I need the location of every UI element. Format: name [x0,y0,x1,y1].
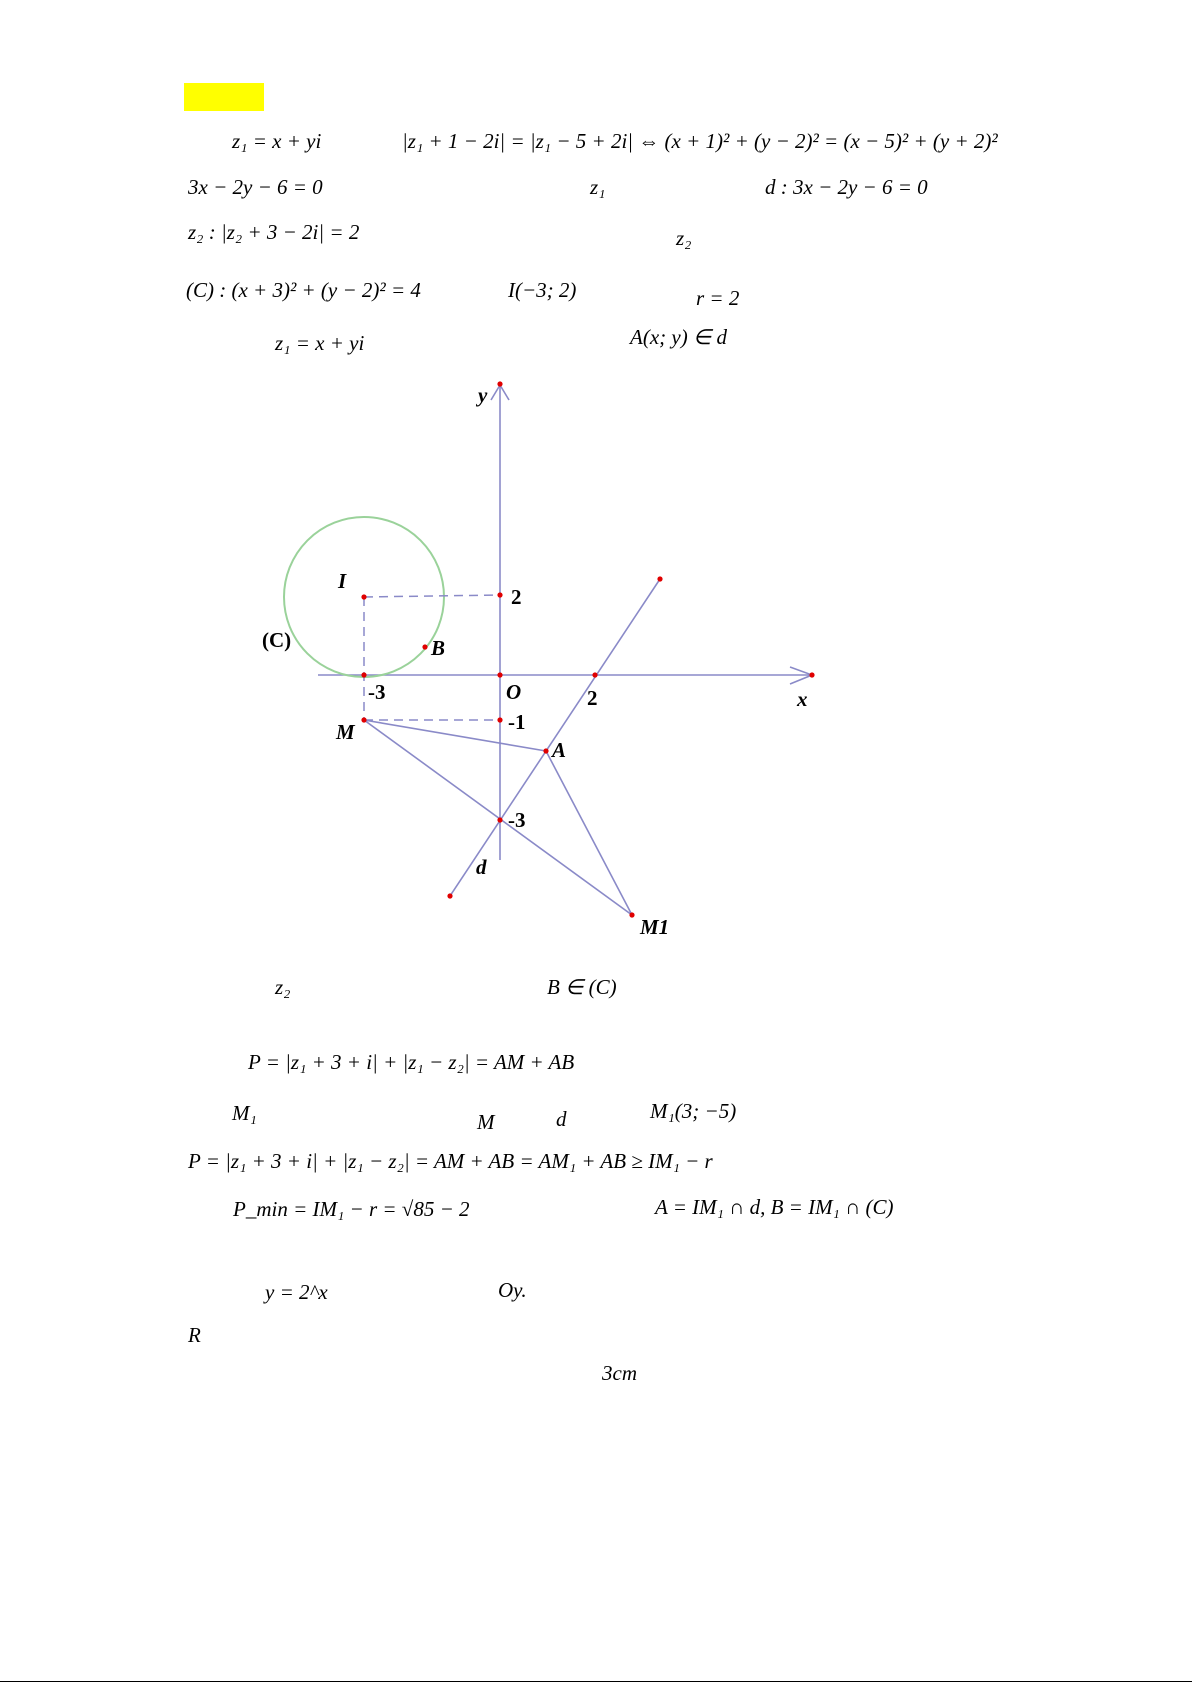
line8-M1: M₁ [232,1101,257,1125]
line1-modulus-equation: |z₁ + 1 − 2i| = |z₁ − 5 + 2i| ⇔ (x + 1)² + (y − 2)² = (x − 5)² + (y + 2)² [402,129,998,153]
line10-Pmin: P_min = IM₁ − r = √85 − 2 [233,1197,470,1221]
label-O: O [506,680,522,704]
point-O [497,672,502,677]
line11-function: y = 2^x [265,1280,328,1304]
point-d-bottom [447,893,452,898]
point-y-top [497,381,502,386]
line3-z2: z₂ [676,226,692,250]
line10-intersections: A = IM₁ ∩ d, B = IM₁ ∩ (C) [655,1195,894,1219]
line2-equation: 3x − 2y − 6 = 0 [188,175,323,199]
point-M [361,717,366,722]
line2-d-equation: d : 3x − 2y − 6 = 0 [765,175,928,199]
line6-point-B: B ∈ (C) [547,975,617,999]
label-A: A [552,738,567,762]
point-B [422,644,427,649]
point-x2 [592,672,597,677]
point-y2 [497,592,502,597]
line11-axis: Oy. [498,1278,527,1302]
line5-z1-def: z₁ = x + yi [275,331,365,355]
label-y: y [478,383,488,407]
line13-length: 3cm [602,1361,637,1385]
point-y-minus3 [497,817,502,822]
line12-R: R [188,1323,201,1347]
label-M1: M1 [640,915,670,939]
point-x-minus3 [361,672,366,677]
line9-P-inequality: P = |z₁ + 3 + i| + |z₁ − z₂| = AM + AB = AM₁ + AB ≥ IM₁ − r [188,1149,713,1173]
line4-center-I: I(−3; 2) [508,278,577,302]
label-I: I [338,569,347,593]
tick-label-y2: 2 [511,585,522,609]
page-bottom-rule [0,1681,1192,1682]
label-x: x [797,687,808,711]
label-d: d [476,855,487,879]
segment-AM1 [546,751,632,915]
point-y-minus1 [497,717,502,722]
dash-I-to-2 [364,595,500,597]
tick-label-x-minus3: -3 [368,680,386,704]
point-M1 [629,912,634,917]
point-d-top [657,576,662,581]
line5-point-A: A(x; y) ∈ d [630,325,727,349]
tick-label-y-minus1: -1 [508,710,526,734]
line6-z2: z₂ [275,975,291,999]
line8-M1-coords: M₁(3; −5) [650,1099,737,1123]
point-x-end [809,672,814,677]
label-C: (C) [262,628,292,652]
tick-label-x2: 2 [587,686,598,710]
tick-label-y-minus3: -3 [508,808,526,832]
point-A [543,748,548,753]
line8-M: M [477,1110,495,1134]
line3-z2-condition: z₂ : |z₂ + 3 − 2i| = 2 [188,220,360,244]
line4-circle-equation: (C) : (x + 3)² + (y − 2)² = 4 [186,278,421,302]
label-B: B [431,636,446,660]
line2-z1: z₁ [590,175,606,199]
line1-z1-def: z₁ = x + yi [232,129,322,153]
line4-radius: r = 2 [696,286,740,310]
line8-d: d [556,1107,567,1131]
label-M: M [336,720,355,744]
point-I [361,594,366,599]
line7-P-expression: P = |z₁ + 3 + i| + |z₁ − z₂| = AM + AB [248,1050,575,1074]
segment-MM1 [364,720,632,915]
